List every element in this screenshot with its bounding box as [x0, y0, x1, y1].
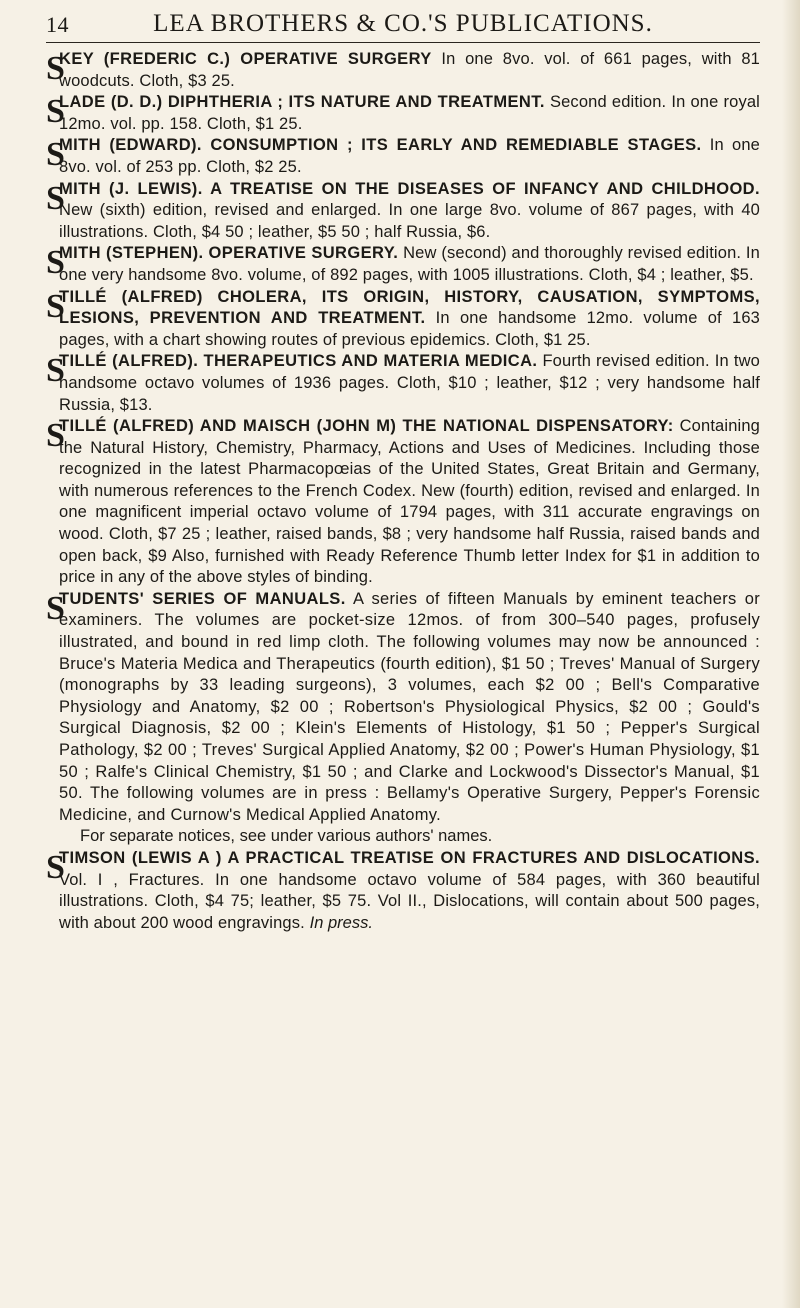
entry-heading: KEY (FREDERIC C.) OPERATIVE SURGERY	[59, 50, 432, 68]
page-header	[46, 6, 760, 43]
drop-initial: S	[46, 417, 65, 455]
running-head: LEA BROTHERS & CO.'S PUBLICATIONS.	[153, 10, 653, 37]
in-press-note: In press.	[309, 913, 373, 932]
entry-heading: MITH (STEPHEN). OPERATIVE SURGERY.	[59, 244, 399, 263]
drop-initial: S	[46, 287, 65, 325]
catalog-entry-skey	[46, 49, 760, 92]
drop-initial: S	[46, 50, 65, 87]
entry-heading: MITH (EDWARD). CONSUMPTION ; ITS EARLY AND REMEDIABLE STAGES.	[59, 136, 702, 155]
catalog-entry-smith-j-lewis	[46, 179, 760, 244]
entry-text: In one 8vo. vol. of 661 pages, with 81 woodcuts. Cloth, $3 25.	[59, 50, 760, 90]
drop-initial: S	[46, 589, 65, 627]
page-edge-shadow	[782, 0, 800, 1308]
entry-heading: TILLÉ (ALFRED) CHOLERA, ITS ORIGIN, HISTORY, CAUSATION, SYMPTOMS, LESIONS, PREVENTION AND TREATMENT.	[59, 287, 760, 328]
entry-text: In one 8vo. vol. of 253 pp. Cloth, $2 25.	[59, 136, 761, 176]
entry-heading: LADE (D. D.) DIPHTHERIA ; ITS NATURE AND TREATMENT.	[59, 93, 545, 112]
entry-text: New (sixth) edition, revised and enlarged. In one large 8vo. volume of 867 pages, with 40 illustrations. Cloth, $4 50 ; leather, $5 50 ; half Russia, $6.	[59, 201, 760, 241]
entry-text: Fourth revised edition. In two handsome octavo volumes of 1936 pages. Cloth, $10 ; leather, $12 ; very handsome half Russia, $13.	[59, 352, 760, 414]
entry-heading: MITH (J. LEWIS). A TREATISE ON THE DISEASES OF INFANCY AND CHILDHOOD.	[59, 179, 760, 198]
separate-notices-note: For separate notices, see under various authors' names.	[80, 827, 493, 846]
entry-text: Vol. I , Fractures. In one handsome octavo volume of 584 pages, with 360 beautiful illustrations. Cloth, $4 75; leather, $5 75. Vol II., Dislocations, will contain about 500 pages, with about 200 wood engravings.	[59, 870, 760, 932]
entry-text: In one handsome 12mo. volume of 163 pages, with a chart showing routes of previous epidemics. Cloth, $1 25.	[59, 309, 760, 349]
drop-initial: S	[46, 179, 65, 217]
drop-initial: S	[46, 244, 65, 282]
catalog-entry-stimson	[46, 848, 760, 934]
drop-initial: S	[46, 352, 65, 390]
entry-heading: TIMSON (LEWIS A ) A PRACTICAL TREATISE ON FRACTURES AND DISLOCATIONS.	[59, 848, 760, 867]
catalog-entry-smith-stephen	[46, 243, 760, 286]
entry-text: A series of fifteen Manuals by eminent teachers or examiners. The volumes are pocket-size 12mos. of from 300–540 pages, profusely illustrated, and bound in red limp cloth. The following volumes may now be announced : Bruce's Materia Medica and Therapeutics (fourth edition), $1 50 ; Treves' Manual of Surgery (monographs by 33 leading surgeons), 3 volumes, each $2 00 ; Bell's Comparative Physiology and Anatomy, $2 00 ; Robertson's Physiological Physics, $2 00 ; Gould's Surgical Diagnosis, $2 00 ; Klein's Elements of Histology, $1 50 ; Pepper's Surgical Pathology, $2 00 ; Treves' Surgical Applied Anatomy, $2 00 ; Power's Human Physiology, $1 50 ; Ralfe's Clinical Chemistry, $1 50 ; and Clarke and Lockwood's Dissector's Manual, $1 50. The following volumes are in press : Bellamy's Operative Surgery, Pepper's Forensic Medicine, and Curnow's Medical Applied Anatomy.	[59, 589, 760, 824]
entry-text: New (second) and thoroughly revised edition. In one very handsome 8vo. volume, of 892 pages, with 1005 illustrations. Cloth, $4 ; leather, $5.	[59, 244, 760, 284]
entry-heading: TILLÉ (ALFRED) AND MAISCH (JOHN M) THE NATIONAL DISPENSATORY:	[59, 417, 674, 436]
entry-text: Second edition. In one royal 12mo. vol. pp. 158. Cloth, $1 25.	[59, 93, 760, 133]
drop-initial: S	[46, 848, 65, 886]
entry-heading: TILLÉ (ALFRED). THERAPEUTICS AND MATERIA MEDICA.	[59, 352, 538, 371]
drop-initial: S	[46, 136, 65, 174]
catalog-entry-slade	[46, 92, 760, 135]
catalog-entry-stille-cholera	[46, 287, 760, 352]
catalog-entry-smith-edward	[46, 135, 760, 178]
catalog-entry-national-dispensatory	[46, 416, 760, 589]
page-number: 14	[46, 12, 69, 37]
catalog-entry-stille-therapeutics	[46, 351, 760, 416]
entry-text: Containing the Natural History, Chemistry, Pharmacy, Actions and Uses of Medicines. Including those recognized in the latest Pharmacopœias of the United States, Great Britain and Germany, with numerous references to the French Codex. New (fourth) edition, revised and enlarged. In one magnificent imperial octavo volume of 1794 pages, with 311 accurate engravings on wood. Cloth, $7 25 ; leather, raised bands, $8 ; very handsome half Russia, raised bands and open back, $9 Also, furnished with Ready Reference Thumb letter Index for $1 in addition to price in any of the above styles of binding.	[59, 417, 760, 587]
drop-initial: S	[46, 93, 65, 131]
entry-heading: TUDENTS' SERIES OF MANUALS.	[59, 589, 346, 608]
catalog-entry-students-series	[46, 589, 760, 827]
